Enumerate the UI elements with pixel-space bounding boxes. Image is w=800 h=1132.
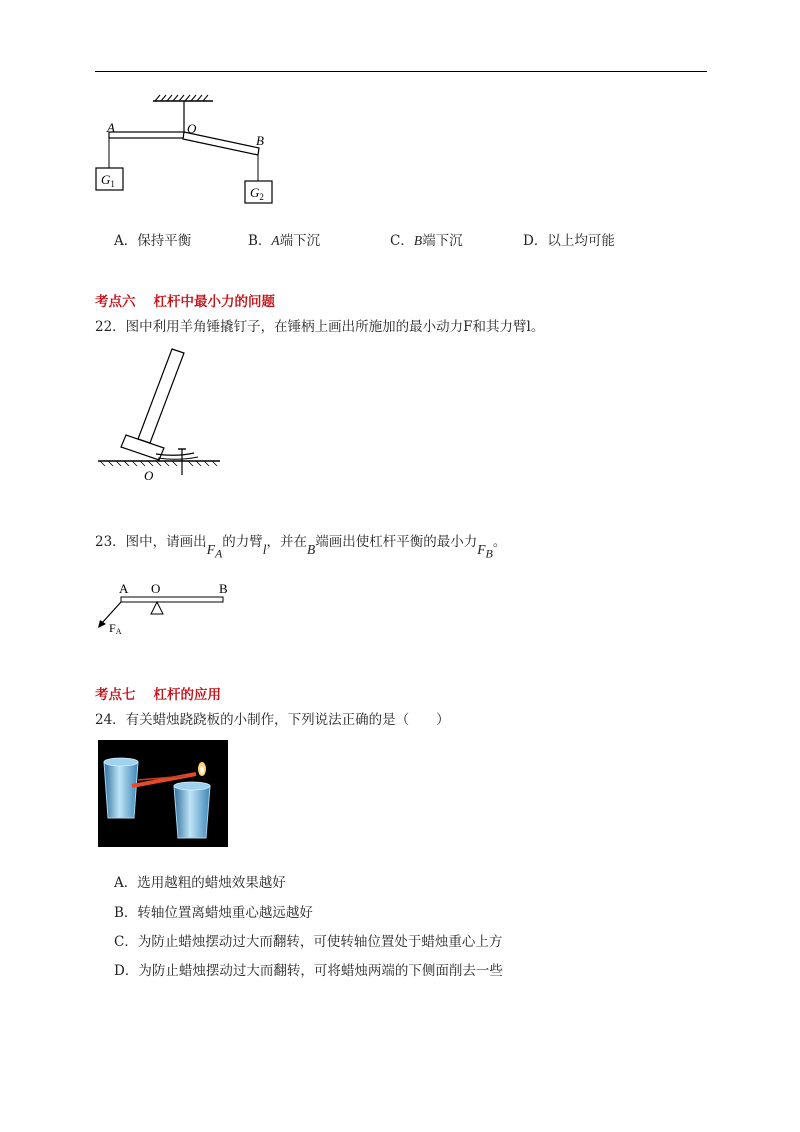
header-rule	[95, 71, 707, 72]
label-o: O	[151, 581, 161, 596]
section-7-heading: 考点七 杠杆的应用	[95, 687, 221, 703]
option-a[interactable]: A．保持平衡	[114, 233, 192, 249]
option-b[interactable]: B．A端下沉	[248, 233, 321, 249]
hammer-figure	[98, 345, 228, 485]
option-b-text: 端下沉	[279, 233, 321, 249]
lever-weights-figure	[95, 92, 295, 212]
label-o: O	[187, 121, 197, 136]
candle-seesaw-photo	[98, 740, 228, 847]
label-b: B	[256, 133, 264, 148]
option-c[interactable]: C．B端下沉	[390, 233, 463, 249]
option-d[interactable]: D．以上均可能	[523, 233, 615, 249]
label-o: O	[144, 468, 154, 483]
option-a-text: 保持平衡	[137, 233, 192, 249]
g1-label: $G_1$	[101, 172, 115, 189]
lever-figure	[95, 578, 245, 640]
g2-label: $G_2$	[250, 185, 264, 202]
label-a: A	[119, 581, 129, 596]
option-b[interactable]: B．转轴位置离蜡烛重心越远越好	[114, 905, 313, 921]
label-b: B	[219, 581, 228, 596]
question-24: 24．有关蜡烛跷跷板的小制作，下列说法正确的是（ ）	[95, 712, 450, 728]
option-a[interactable]: A．选用越粗的蜡烛效果越好	[114, 875, 286, 891]
option-c[interactable]: C．为防止蜡烛摆动过大而翻转，可使转轴位置处于蜡烛重心上方	[114, 934, 503, 950]
option-d[interactable]: D．为防止蜡烛摆动过大而翻转，可将蜡烛两端的下侧面削去一些	[114, 963, 503, 979]
fa-symbol: $F_A$	[206, 542, 223, 561]
option-c-text: 端下沉	[422, 233, 463, 249]
section-6-heading: 考点六 杠杆中最小力的问题	[95, 294, 275, 310]
question-23: 23．图中，请画出$F_A$的力臂l，并在B端画出使杠杆平衡的最小力$F_B$。	[95, 534, 507, 561]
fa-label: FA	[109, 621, 122, 636]
question-22: 22．图中利用羊角锤撬钉子，在锤柄上画出所施加的最小动力F和其力臂l。	[95, 319, 545, 335]
option-d-text: 以上均可能	[547, 233, 615, 249]
fb-symbol: $F_B$	[477, 542, 493, 561]
label-a: A	[107, 120, 115, 135]
